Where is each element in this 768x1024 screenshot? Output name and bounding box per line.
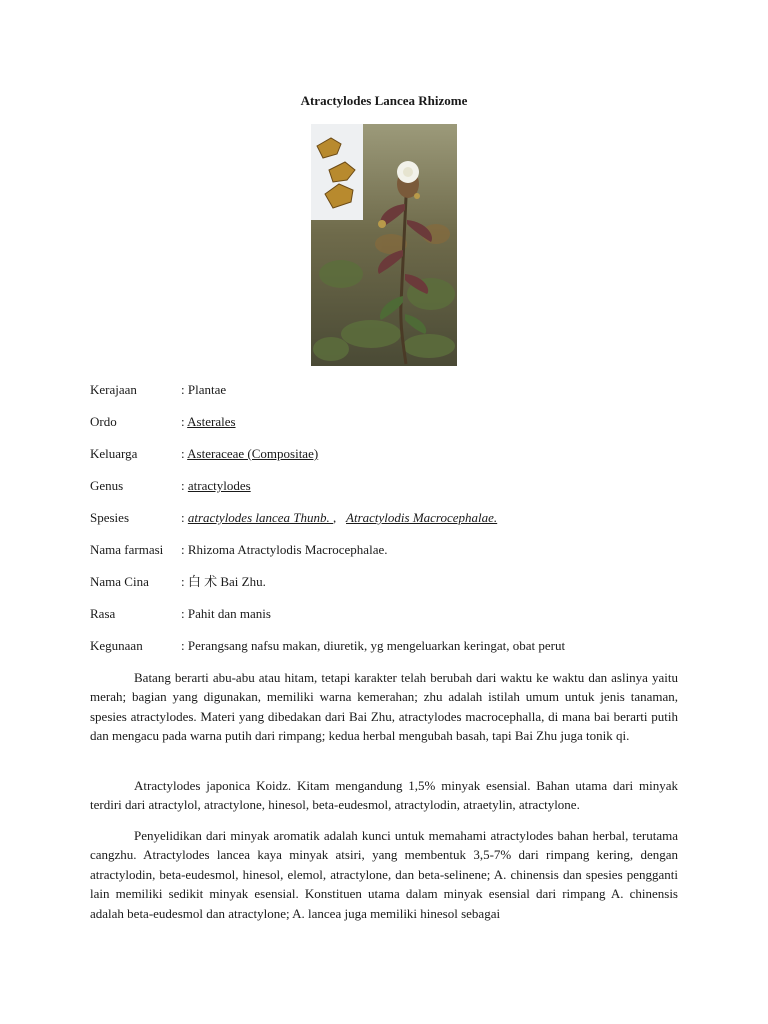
field-label: Kegunaan <box>90 638 143 653</box>
field-value: : Plantae <box>181 382 227 397</box>
field-nama-cina <box>90 573 690 591</box>
field-prefix: : <box>181 446 188 461</box>
field-label: Kerajaan <box>90 382 137 397</box>
field-label: Keluarga <box>90 446 138 461</box>
genus-link[interactable]: atractylodes <box>187 478 251 493</box>
keluarga-link[interactable]: Asteraceae (Compositae) <box>187 446 319 461</box>
field-kerajaan <box>90 381 690 399</box>
field-label: Spesies <box>90 510 129 525</box>
field-label: Ordo <box>90 414 117 429</box>
field-kegunaan <box>90 637 690 655</box>
field-value <box>181 445 318 463</box>
field-keluarga <box>90 445 690 463</box>
spesies-link-lancea[interactable]: atractylodes lancea Thunb. <box>187 510 334 525</box>
field-value <box>181 477 251 495</box>
document-title: Atractylodes Lancea Rhizome <box>300 93 468 108</box>
field-value: : Rhizoma Atractylodis Macrocephalae. <box>181 542 388 557</box>
paragraph-2: Atractylodes japonica Koidz. Kitam mengandung 1,5% minyak esensial. Bahan utama dari minyak terdiri dari atractylol, atractylone, hinesol, beta-eudesmol, atractylodin, atraetylin, atractylone. <box>90 778 678 813</box>
plant-photo <box>311 124 457 366</box>
field-label: Rasa <box>90 606 116 621</box>
field-value <box>181 509 497 527</box>
field-rasa <box>90 605 690 623</box>
spesies-separator: , <box>333 510 347 525</box>
field-label: Nama farmasi <box>90 542 164 557</box>
field-label: Genus <box>90 478 124 493</box>
field-prefix: : <box>181 510 188 525</box>
field-ordo <box>90 413 690 431</box>
field-label: Nama Cina <box>90 574 149 589</box>
field-spesies <box>90 509 690 527</box>
field-value: : 白 术 Bai Zhu. <box>181 574 266 589</box>
plant-photo-illustration <box>311 124 457 366</box>
field-genus <box>90 477 690 495</box>
spesies-link-macrocephalae[interactable]: Atractylodis Macrocephalae. <box>346 510 498 525</box>
field-value: : Perangsang nafsu makan, diuretik, yg mengeluarkan keringat, obat perut <box>181 638 566 653</box>
paragraph-3: Penyelidikan dari minyak aromatik adalah kunci untuk memahami atractylodes bahan herbal, terutama cangzhu. Atractylodes lancea kaya minyak atsiri, yang membentuk 3,5-7% dari rimpang kering, dengan atractylodin, beta-eudesmol, hinesol, elemol, atractylone, dan beta-selinene; A. chinensis dan spesies pengganti lain memiliki sedikit minyak esensial. Konstituen utama dalam minyak esensial dari rimpang A. chinensis adalah beta-eudesmol dan atractylone; A. lancea juga memiliki hinesol sebagai <box>90 828 678 921</box>
field-prefix: : <box>181 478 188 493</box>
field-value: : Pahit dan manis <box>181 606 271 621</box>
field-value <box>181 413 236 431</box>
field-prefix: : <box>181 414 188 429</box>
paragraph-1: Batang berarti abu-abu atau hitam, tetapi karakter telah berubah dari waktu ke waktu dan aslinya yaitu merah; bagian yang digunakan, memiliki warna kemerahan; zhu adalah istilah umum untuk jenis tanaman, spesies atractylodes. Materi yang dibedakan dari Bai Zhu, atractylodes macrocephalla, di mana bai berarti putih dan mengacu pada warna putih dari rimpang; kedua herbal mengubah basah, tapi Bai Zhu juga tonik qi. <box>90 670 678 744</box>
field-nama-farmasi <box>90 541 690 559</box>
ordo-link[interactable]: Asterales <box>187 414 236 429</box>
